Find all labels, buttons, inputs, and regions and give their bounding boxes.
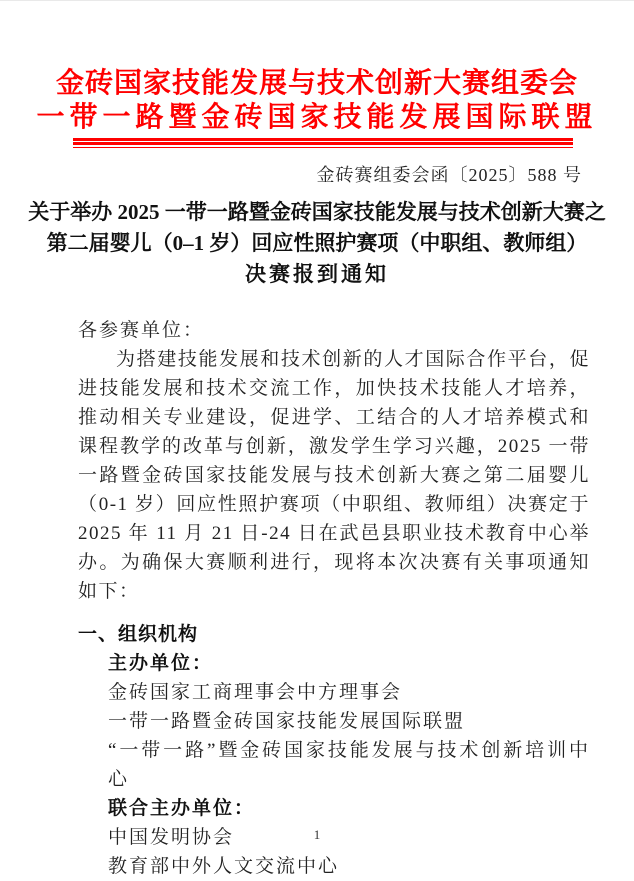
body-paragraph: 为搭建技能发展和技术创新的人才国际合作平台，促进技能发展和技术交流工作，加快技术技能人才培养，推动相关专业建设，促进学、工结合的人才培养模式和课程教学的改革与创新，激发学生学习兴趣，2025 一带一路暨金砖国家技能发展与技术创新大赛之第二届婴儿（0-1 岁）回应性照护赛项（中职组、教师组）决赛定于 2025 年 11 月 21 日-24 日在武邑县职业技术教育中心举办。为确保大赛顺利进行，现将本次决赛有关事项通知如下： (78, 349, 590, 602)
doc-reference-number: 金砖赛组委会函〔2025〕588 号 (316, 165, 582, 185)
red-separator-rule (73, 138, 573, 148)
letterhead-line-1: 金砖国家技能发展与技术创新大赛组委会 (55, 68, 578, 99)
cohost-unit-item: 中国发明协会 (108, 827, 235, 848)
salutation: 各参赛单位： (78, 320, 205, 341)
document-body (78, 316, 590, 881)
rule-thin-line-bottom (73, 147, 573, 148)
cohost-unit-label: 联合主办单位： (108, 798, 256, 819)
host-unit-item: 金砖国家工商理事会中方理事会 (108, 682, 403, 703)
cohost-unit-item: 教育部中外人文交流中心 (108, 856, 340, 877)
page-number: 1 (313, 827, 321, 842)
document-title (0, 197, 634, 290)
title-line-1: 关于举办 2025 一带一路暨金砖国家技能发展与技术创新大赛之 (28, 200, 606, 224)
title-line-3: 决赛报到通知 (245, 262, 389, 286)
title-line-2: 第二届婴儿（0–1 岁）回应性照护赛项（中职组、教师组） (46, 231, 588, 255)
letterhead-line-2: 一带一路暨金砖国家技能发展国际联盟 (36, 102, 598, 133)
host-unit-item: 一带一路暨金砖国家技能发展国际联盟 (108, 711, 466, 732)
host-unit-label: 主办单位： (108, 653, 214, 674)
host-unit-item: “一带一路”暨金砖国家技能发展与技术创新培训中心 (108, 740, 590, 790)
section-heading-organization: 一、组织机构 (78, 624, 199, 645)
letterhead (0, 1, 634, 135)
